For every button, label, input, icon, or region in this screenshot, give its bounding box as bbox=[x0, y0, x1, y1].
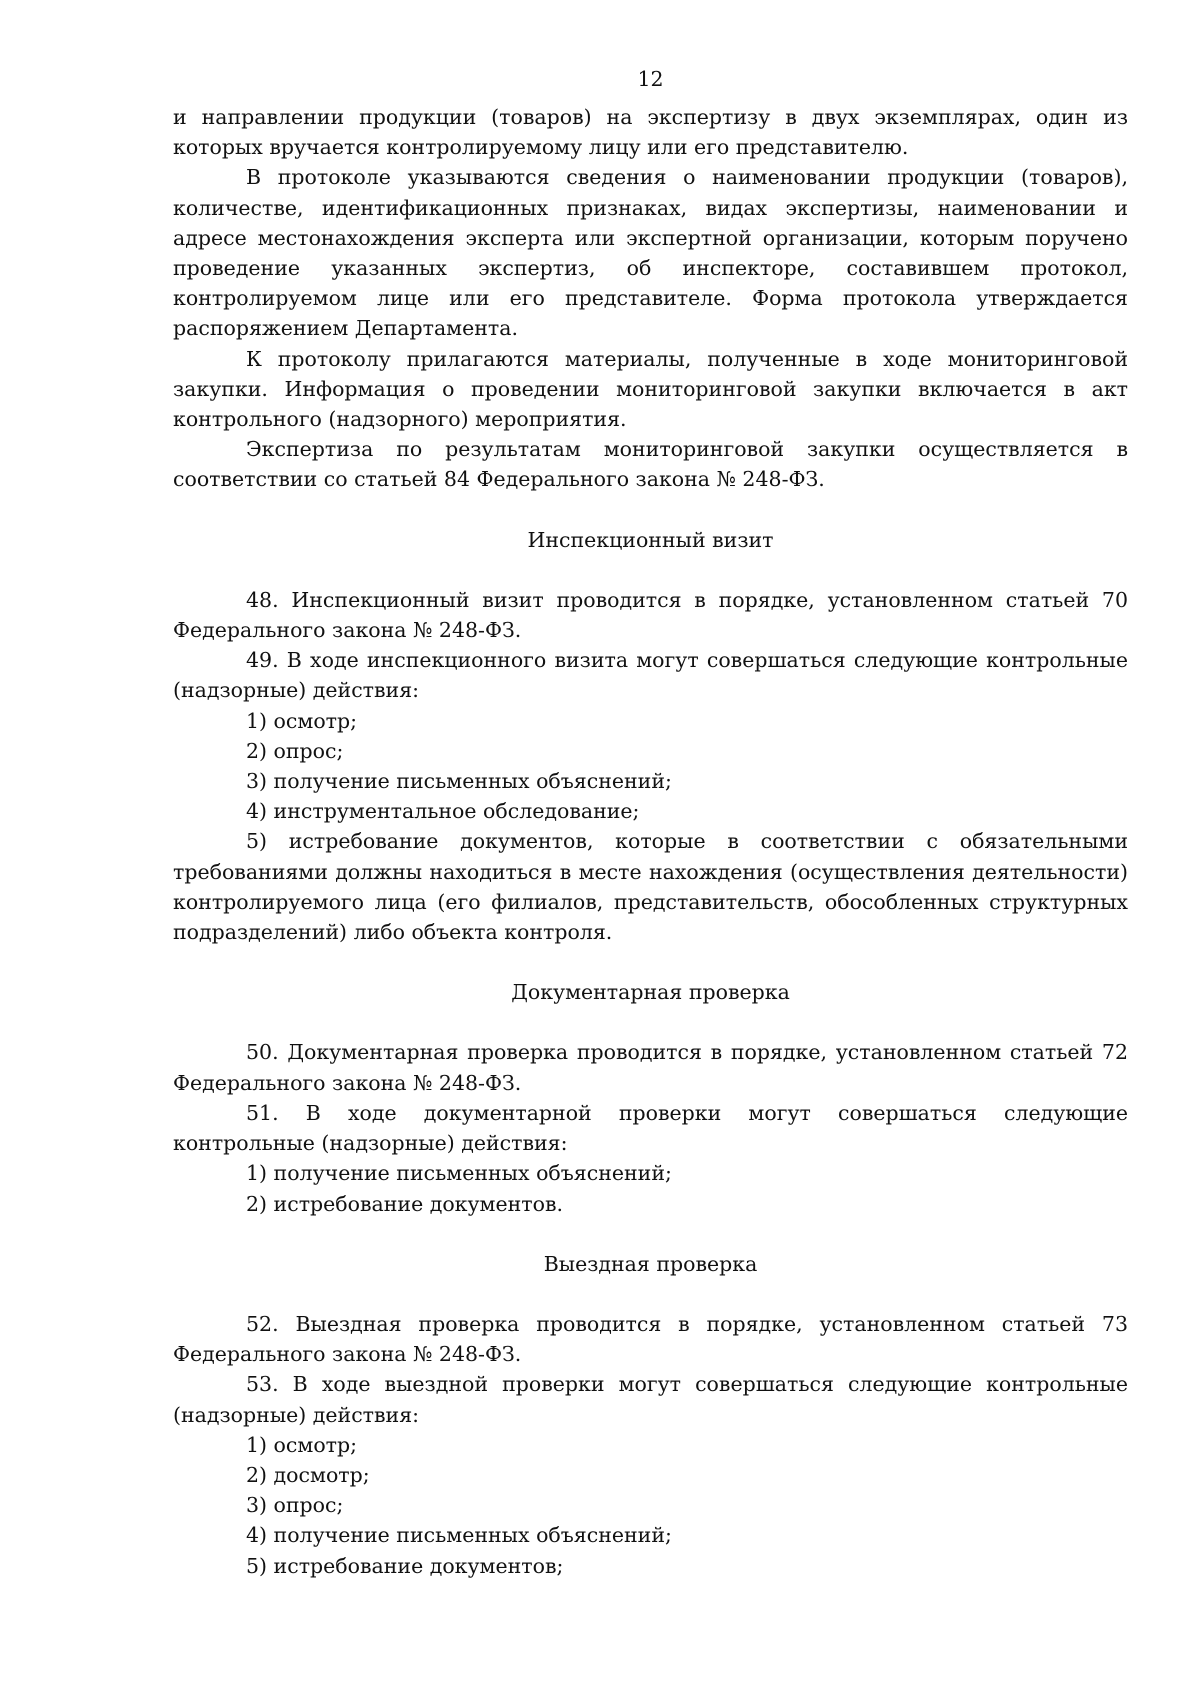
list-item: 2) досмотр; bbox=[246, 1462, 370, 1487]
paragraph-continuation: и направлении продукции (товаров) на экспертизу в двух экземплярах, один из которых вручается контролируемому лицу или его представителю. bbox=[173, 105, 1128, 160]
list-item-5-documents: 5) истребование документов, которые в соответствии с обязательными требованиями должны находиться в месте нахождения (осуществления деятельности) контролируемого лица (его филиалов, представительств, обособленных структурных подразделений) либо объекта контроля. bbox=[173, 829, 1128, 945]
list-item: 1) осмотр; bbox=[246, 708, 358, 733]
paragraph-protocol-details: В протоколе указываются сведения о наименовании продукции (товаров), количестве, идентификационных признаках, видах экспертизы, наименовании и адресе местонахождения эксперта или экспертной организации, которым поручено проведение указанных экспертиз, об инспекторе, составившем протокол, контролируемом лице или его представителе. Форма протокола утверждается распоряжением Департамента. bbox=[173, 165, 1128, 341]
paragraph-53: 53. В ходе выездной проверки могут совершаться следующие контрольные (надзорные) действия: bbox=[173, 1372, 1128, 1427]
paragraph-51: 51. В ходе документарной проверки могут совершаться следующие контрольные (надзорные) действия: bbox=[173, 1100, 1128, 1156]
heading-inspection-visit: Инспекционный визит bbox=[527, 527, 774, 552]
page-number: 12 bbox=[637, 67, 664, 91]
paragraph-expertise: Экспертиза по результатам мониторинговой закупки осуществляется в соответствии со статьей 84 Федерального закона № 248-ФЗ. bbox=[173, 437, 1128, 492]
list-item: 5) истребование документов; bbox=[246, 1553, 564, 1578]
list-item: 3) опрос; bbox=[246, 1493, 344, 1518]
paragraph-50: 50. Документарная проверка проводится в порядке, установленном статьей 72 Федерального закона № 248-ФЗ. bbox=[173, 1040, 1128, 1095]
heading-documentary-check: Документарная проверка bbox=[511, 980, 790, 1005]
list-item: 1) получение письменных объяснений; bbox=[246, 1161, 672, 1186]
paragraph-protocol-materials: К протоколу прилагаются материалы, полученные в ходе мониторинговой закупки. Информация о проведении мониторинговой закупки включается в акт контрольного (надзорного) мероприятия. bbox=[173, 346, 1128, 432]
list-item: 2) опрос; bbox=[246, 738, 344, 763]
paragraph-48: 48. Инспекционный визит проводится в порядке, установленном статьей 70 Федерального закона № 248-ФЗ. bbox=[173, 587, 1128, 643]
paragraph-49: 49. В ходе инспекционного визита могут совершаться следующие контрольные (надзорные) действия: bbox=[173, 648, 1128, 703]
list-item: 2) истребование документов. bbox=[246, 1191, 564, 1216]
list-item: 4) получение письменных объяснений; bbox=[246, 1523, 672, 1548]
list-item: 3) получение письменных объяснений; bbox=[246, 769, 672, 794]
list-item: 4) инструментальное обследование; bbox=[246, 799, 640, 824]
heading-onsite-check: Выездная проверка bbox=[543, 1251, 758, 1276]
list-item: 1) осмотр; bbox=[246, 1432, 358, 1457]
paragraph-52: 52. Выездная проверка проводится в порядке, установленном статьей 73 Федерального закона № 248-ФЗ. bbox=[173, 1311, 1128, 1367]
